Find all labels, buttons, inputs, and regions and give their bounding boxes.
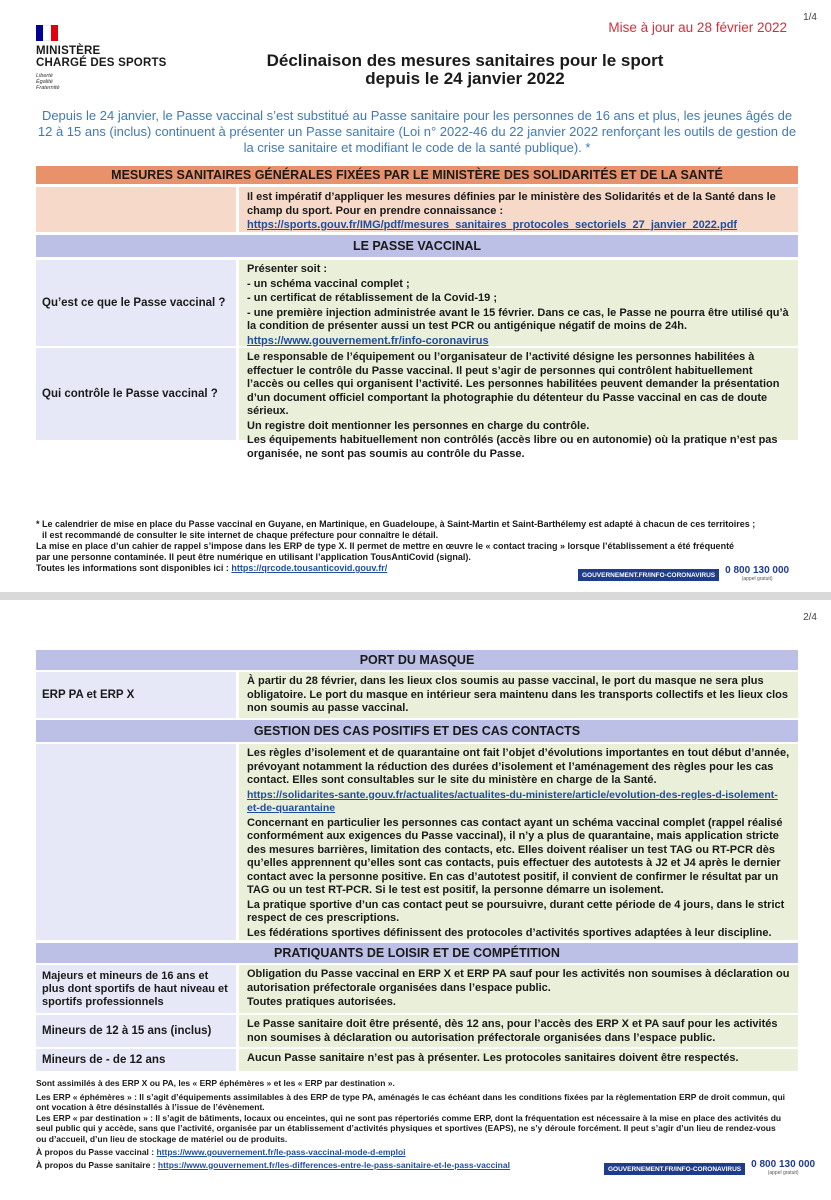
- ministry-name-line1: MINISTÈRE: [36, 45, 101, 57]
- ministry-name-line2: CHARGÉ DES SPORTS: [36, 57, 167, 69]
- passe-control-label: Qui contrôle le Passe vaccinal ?: [36, 348, 236, 440]
- general-measures-header: MESURES SANITAIRES GÉNÉRALES FIXÉES PAR LE MINISTÈRE DES SOLIDARITÉS ET DE LA SANTÉ: [36, 166, 798, 184]
- masque-text: À partir du 28 février, dans les lieux clos soumis au passe vaccinal, le port du masque ne sera plus obligatoire. Le port du masque en intérieur sera maintenu dans les transports collectifs et les lieux clos non soumis au passe vaccinal.: [239, 672, 798, 718]
- gouv-banner: [578, 566, 789, 584]
- page2-notes: Sont assimilés à des ERP X ou PA, les « ERP éphémères » et les « ERP par destination ». Les ERP « éphémères » : Il s’agit d’équipements assimilables à des ERP de type PA, aménagés le cas échéant dans les conditions fixées par la règlementation ERP de droit commun, qui ont vocation à être désinstallés à l’issue de l’évènement. Les ERP « par destination » : Il s’agit de bâtiments, locaux ou enceintes, qui ne sont pas répertoriés comme ERP, dont la fréquentation est nécessaire à la mise en place des activités du seul public qui y accède, sans que l’activité, organisée par un établissement d’activités physiques et sportives (EAPS), ne s’y déroule forcément. Il peut s’agir d’un lieu de rendez-vous ou d’accueil, d’un lieu de stockage de matériel ou de produits. À propos du Passe vaccinal : https://www.gouvernement.fr/le-pass-vaccinal-mode-d-emploi À propos du Passe sanitaire : https://www.gouvernement.fr/les-differences-entre-le-pass-sanitaire-et-le-pass-vaccinal: [36, 1078, 786, 1170]
- general-measures-text: Il est impératif d’appliquer les mesures définies par le ministère des Solidarités et de la Santé dans le champ du sport. Pour en prendre connaissance :: [247, 191, 776, 217]
- cas-contacts-header: GESTION DES CAS POSITIFS ET DES CAS CONTACTS: [36, 720, 798, 742]
- passe-control-row: Qui contrôle le Passe vaccinal ? Le responsable de l’équipement ou l’organisateur de l’activité désigne les personnes habilitées à effectuer le contrôle du Passe vaccinal. Il peut s’agir de personnes qui contrôlent habituellement l’accès ou celles qui organisent l’activité. Les personnes habilitées peuvent demander la présentation d’un document officiel comportant la photographie du détenteur du Passe vaccinal en cas de doute sérieux. Un registre doit mentionner les personnes en charge du contrôle. Les équipements habituellement non contrôlés (accès libre ou en autonomie) où la pratique n’est pas organisée, ne sont pas soumis au contrôle du Passe.: [36, 348, 798, 440]
- gouv-banner: [604, 1160, 815, 1178]
- info-coronavirus-link[interactable]: https://www.gouvernement.fr/info-coronavirus: [247, 334, 489, 347]
- passe-definition-label: Qu’est ce que le Passe vaccinal ?: [36, 260, 236, 346]
- phone-number: 0 800 130 000 (appel gratuit): [751, 1159, 816, 1176]
- tousanticovid-link[interactable]: https://qrcode.tousanticovid.gouv.fr/: [231, 563, 388, 573]
- page-2: [0, 600, 831, 1200]
- gouv-banner-link[interactable]: GOUVERNEMENT.FR/INFO-CORONAVIRUS: [604, 1163, 745, 1175]
- ministry-logo: [36, 25, 167, 91]
- page-number: 2/4: [803, 612, 817, 623]
- pratiquants-row-16plus: Majeurs et mineurs de 16 ans et plus dont sportifs de haut niveau et sportifs professionnels Obligation du Passe vaccinal en ERP X et ERP PA sauf pour les activités non soumises à déclaration ou autorisation préfectorale organisées dans l’espace public. Toutes pratiques autorisées.: [36, 965, 798, 1013]
- page-title: Déclinaison des mesures sanitaires pour le sport depuis le 24 janvier 2022: [266, 51, 664, 88]
- update-date: Mise à jour au 28 février 2022: [608, 20, 787, 35]
- pratiquants-row-under-12: Mineurs de - de 12 ans Aucun Passe sanitaire n’est pas à présenter. Les protocoles sanitaires doivent être respectés.: [36, 1049, 798, 1071]
- passe-vaccinal-header: LE PASSE VACCINAL: [36, 235, 798, 257]
- intro-text: Depuis le 24 janvier, le Passe vaccinal s’est substitué au Passe sanitaire pour les personnes de 16 ans et plus, les jeunes âgés de 12 à 15 ans (inclus) continuent à présenter un Passe sanitaire (Loi n° 2022-46 du 22 janvier 2022 renforçant les outils de gestion de la crise sanitaire et modifiant le code de la santé publique). *: [37, 108, 797, 155]
- pratiquants-row-12-15: Mineurs de 12 à 15 ans (inclus) Le Passe sanitaire doit être présenté, dès 12 ans, pour l’accès des ERP X et PA sauf pour les activités non soumises à déclaration ou autorisation préfectorale organisées dans l’espace public.: [36, 1015, 798, 1047]
- masque-header: PORT DU MASQUE: [36, 650, 798, 670]
- pratiquants-header: PRATIQUANTS DE LOISIR ET DE COMPÉTITION: [36, 943, 798, 963]
- general-measures-row: [36, 187, 798, 232]
- french-flag-icon: [36, 25, 58, 41]
- republic-motto: Liberté Égalité Fraternité: [36, 73, 60, 91]
- pass-differences-link[interactable]: https://www.gouvernement.fr/les-differences-entre-le-pass-sanitaire-et-le-pass-vaccinal: [157, 1159, 510, 1170]
- phone-number: 0 800 130 000 (appel gratuit): [725, 565, 790, 582]
- page-1: [0, 0, 831, 592]
- masque-label: ERP PA et ERP X: [36, 672, 236, 718]
- cas-contacts-row: Les règles d’isolement et de quarantaine ont fait l’objet d’évolutions importantes en tout début d’année, prévoyant notamment la réduction des durées d’isolement et l’aménagement des règles pour les cas contact. Elles sont consultables sur le site du ministère en charge de la Santé. https://solidarites-sante.gouv.fr/actualites/actualites-du-ministere/article/evolution-des-regles-d-isolement-et-de-quarantaine Concernant en particulier les personnes cas contact ayant un schéma vaccinal complet (rappel réalisé conformément aux exigences du Passe vaccinal), il n’y a plus de quarantaine, mais application stricte des mesures barrières, limitation des contacts, etc. Elles doivent réaliser un test TAG ou RT-PCR dès qu’elles apprennent qu’elles sont cas contacts, puis effectuer des autotests à J2 et J4 après le dernier contact avec la personne positive. En cas d’autotest positif, il convient de confirmer le résultat par un TAG ou un test RT-PCR. Si le test est positif, la personne démarre un isolement. La pratique sportive d’un cas contact peut se poursuivre, durant cette période de 4 jours, dans le strict respect de ces prescriptions. Les fédérations sportives définissent des protocoles d’activités sportives adaptées à leur discipline.: [36, 744, 798, 940]
- masque-row: [36, 672, 798, 718]
- isolement-link[interactable]: https://solidarites-sante.gouv.fr/actualites/actualites-du-ministere/article/evolution-des-regles-d-isolement-et-de-quarantaine: [247, 788, 778, 814]
- gouv-banner-link[interactable]: GOUVERNEMENT.FR/INFO-CORONAVIRUS: [578, 569, 719, 581]
- protocols-link[interactable]: https://sports.gouv.fr/IMG/pdf/mesures_sanitaires_protocoles_sectoriels_27_janvier_2022.pdf: [247, 219, 738, 231]
- passe-definition-row: Qu’est ce que le Passe vaccinal ? Présenter soit : - un schéma vaccinal complet ; - un certificat de rétablissement de la Covid-19 ; - une première injection administrée avant le 15 février. Dans ce cas, le Passe ne pourra être utilisé qu’à la condition de présenter aussi un test PCR ou antigénique négatif de moins de 24h. https://www.gouvernement.fr/info-coronavirus: [36, 260, 798, 346]
- page1-footnotes: * Le calendrier de mise en place du Passe vaccinal en Guyane, en Martinique, en Guadeloupe, à Saint-Martin et Saint-Barthélemy est adapté à chacun de ces territoires ; il est recommandé de consulter le site internet de chaque préfecture pour connaître le détail. La mise en place d’un cahier de rappel s’impose dans les ERP de type X. Il permet de mettre en œuvre le « contact tracing » lorsque l’établissement a été fréquenté par une personne contaminée. Il peut être numérique en utilisant l’application TousAntiCovid (signal). Toutes les informations sont disponibles ici : https://qrcode.tousanticovid.gouv.fr/: [36, 519, 756, 573]
- page-number: 1/4: [803, 12, 817, 23]
- pass-vaccinal-link[interactable]: https://www.gouvernement.fr/le-pass-vaccinal-mode-d-emploi: [156, 1147, 406, 1157]
